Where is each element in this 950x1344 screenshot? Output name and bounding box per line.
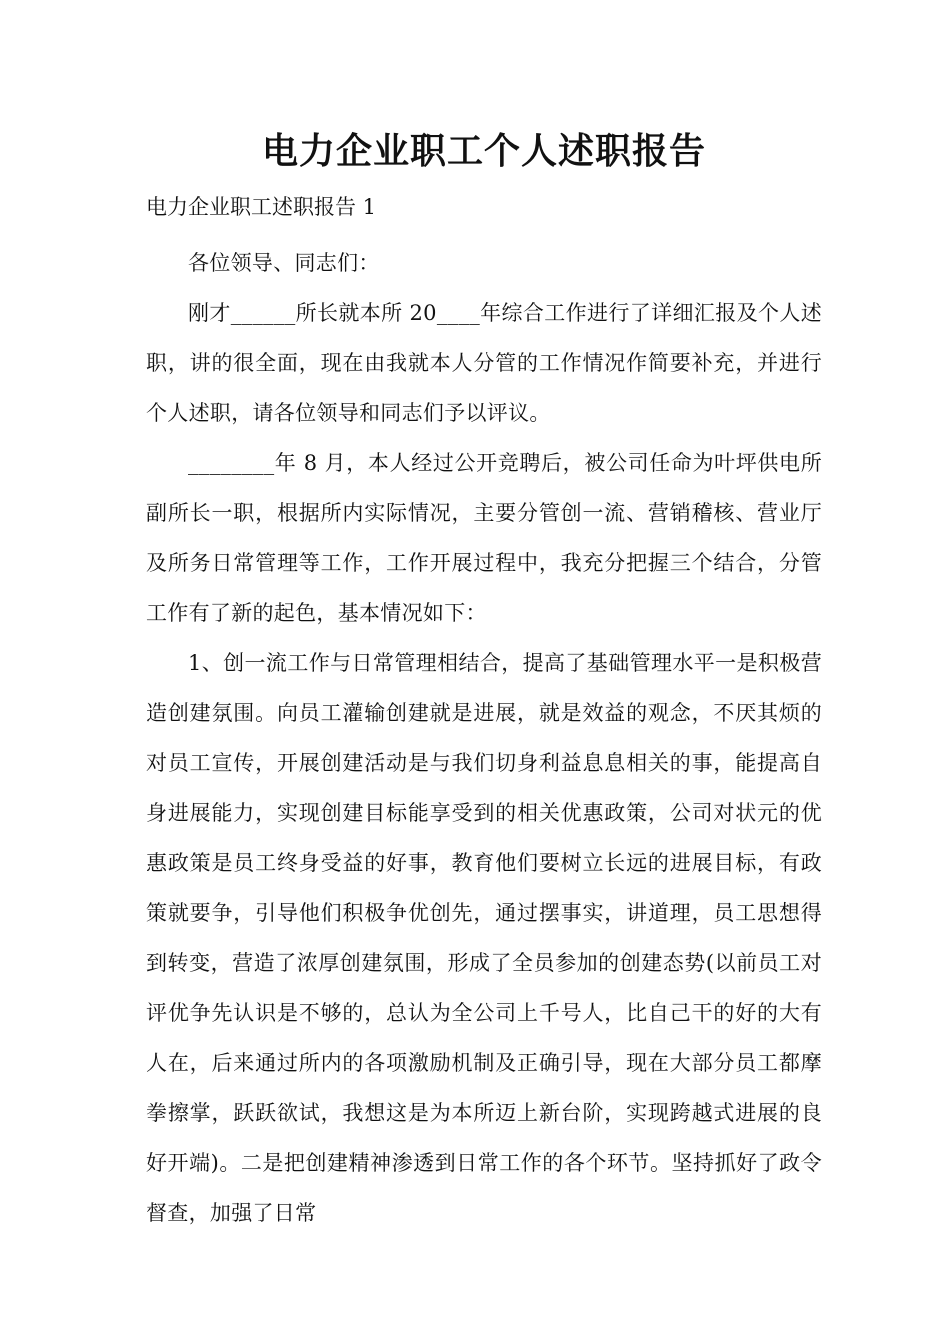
intro-paragraph: 刚才______所长就本所 20____年综合工作进行了详细汇报及个人述职，讲的很全面，现在由我就本人分管的工作情况作简要补充，并进行个人述职，请各位领导和同志们予以评议。 (146, 301, 822, 425)
section-one-paragraph: 1、创一流工作与日常管理相结合，提高了基础管理水平一是积极营造创建氛围。向员工灌输创建就是进展，就是效益的观念，不厌其烦的对员工宣传，开展创建活动是与我们切身利益息息相关的事，能提高自身进展能力，实现创建目标能享受到的相关优惠政策，公司对状元的优惠政策是员工终身受益的好事，教育他们要树立长远的进展目标，有政策就要争，引导他们积极争优创先，通过摆事实，讲道理，员工思想得到转变，营造了浓厚创建氛围，形成了全员参加的创建态势(以前员工对评优争先认识是不够的，总认为全公司上千号人，比自己干的好的大有人在，后来通过所内的各项激励机制及正确引导，现在大部分员工都摩拳擦掌，跃跃欲试，我想这是为本所迈上新台阶，实现跨越式进展的良好开端)。二是把创建精神渗透到日常工作的各个环节。坚持抓好了政令督查，加强了日常 (146, 651, 822, 1225)
document-title: 电力企业职工个人述职报告 (261, 131, 706, 172)
document-subtitle: 电力企业职工述职报告 1 (146, 195, 377, 219)
appointment-paragraph: ________年 8 月，本人经过公开竞聘后，被公司任命为叶坪供电所副所长一职，根据所内实际情况，主要分管创一流、营销稽核、营业厅及所务日常管理等工作，工作开展过程中，我充分把握三个结合，分管工作有了新的起色，基本情况如下： (146, 451, 822, 625)
salutation-paragraph: 各位领导、同志们： (188, 251, 380, 275)
